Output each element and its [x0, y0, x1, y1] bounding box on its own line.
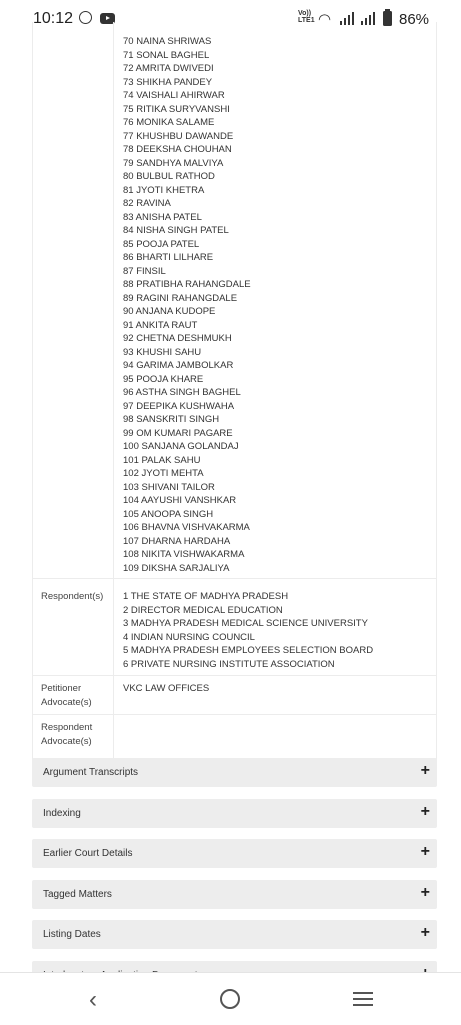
battery-percent: 86%: [399, 11, 430, 28]
petitioner-item: 79 SANDHYA MALVIYA: [123, 157, 224, 169]
accordion-title: Indexing: [43, 808, 81, 819]
label-line: Petitioner: [41, 683, 82, 694]
petitioner-item: 106 BHAVNA VISHVAKARMA: [123, 522, 250, 533]
respondent-item: 2 DIRECTOR MEDICAL EDUCATION: [123, 604, 283, 616]
respondent-item: 4 INDIAN NURSING COUNCIL: [123, 631, 255, 643]
respondents-label: Respondent(s): [41, 591, 104, 602]
status-time: 10:12: [33, 10, 74, 27]
petitioner-item: 109 DIKSHA SARJALIYA: [123, 562, 230, 574]
petitioner-item: 70 NAINA SHRIWAS: [123, 36, 212, 47]
petitioner-item: 92 CHETNA DESHMUKH: [123, 333, 232, 344]
petitioner-item: 105 ANOOPA SINGH: [123, 508, 214, 520]
petitioner-item: 99 OM KUMARI PAGARE: [123, 427, 233, 439]
petitioner-item: 80 BULBUL RATHOD: [123, 171, 215, 182]
petitioner-item: 100 SANJANA GOLANDAJ: [123, 441, 239, 452]
petitioner-item: 98 SANSKRITI SINGH: [123, 414, 220, 425]
accordion-title: Tagged Matters: [43, 889, 112, 900]
column-divider: [113, 22, 114, 784]
accordion-title: Argument Transcripts: [43, 767, 139, 778]
respondent-item: 1 THE STATE OF MADHYA PRADESH: [123, 591, 289, 602]
row-divider: [33, 578, 436, 579]
petitioner-item: 97 DEEPIKA KUSHWAHA: [123, 400, 235, 412]
petitioner-item: 72 AMRITA DWIVEDI: [123, 63, 214, 74]
plus-icon[interactable]: +: [420, 762, 430, 779]
petitioner-item: 84 NISHA SINGH PATEL: [123, 225, 229, 236]
label-line: Respondent: [41, 722, 93, 733]
petitioner-item: 87 FINSIL: [123, 265, 166, 277]
petitioner-item: 86 BHARTI LILHARE: [123, 252, 214, 263]
petitioner-item: 83 ANISHA PATEL: [123, 211, 202, 223]
respondent-item: 3 MADHYA PRADESH MEDICAL SCIENCE UNIVERSITY: [123, 618, 368, 629]
case-details-content[interactable]: [0, 38, 461, 972]
volte-icon: Vo)) LTE1: [298, 10, 315, 24]
accordion-title: Earlier Court Details: [43, 848, 133, 859]
parties-table: [32, 22, 437, 785]
petitioner-item: 76 MONIKA SALAME: [123, 117, 215, 128]
accordion-tagged-matters[interactable]: [32, 880, 437, 909]
petitioner-item: 81 JYOTI KHETRA: [123, 184, 205, 196]
petitioner-advocate-label: [41, 682, 92, 709]
petitioner-item: 107 DHARNA HARDAHA: [123, 535, 231, 547]
petitioner-item: 89 RAGINI RAHANGDALE: [123, 292, 238, 304]
petitioner-item: 78 DEEKSHA CHOUHAN: [123, 144, 232, 155]
home-circle-icon[interactable]: [220, 989, 240, 1009]
respondent-item: 5 MADHYA PRADESH EMPLOYEES SELECTION BOARD: [123, 645, 374, 656]
petitioner-item: 75 RITIKA SURYVANSHI: [123, 103, 230, 115]
petitioner-item: 77 KHUSHBU DAWANDE: [123, 130, 234, 142]
back-chevron-icon[interactable]: ‹: [89, 986, 97, 1013]
wifi-icon: ◠: [318, 11, 332, 28]
petitioner-item: 74 VAISHALI AHIRWAR: [123, 90, 225, 101]
petitioner-list: [123, 35, 251, 575]
petitioner-advocate-value: VKC LAW OFFICES: [123, 683, 210, 694]
recent-apps-icon[interactable]: [353, 992, 373, 1006]
accordion-listing-dates[interactable]: [32, 920, 437, 949]
row-divider: [33, 714, 436, 715]
plus-icon[interactable]: +: [420, 884, 430, 901]
petitioner-item: 108 NIKITA VISHWAKARMA: [123, 549, 245, 560]
petitioner-item: 93 KHUSHI SAHU: [123, 346, 202, 358]
petitioner-item: 88 PRATIBHA RAHANGDALE: [123, 279, 251, 290]
respondent-list: [123, 590, 373, 671]
accordion-argument-transcripts[interactable]: [32, 758, 437, 787]
petitioner-item: 94 GARIMA JAMBOLKAR: [123, 360, 234, 371]
petitioner-item: 102 JYOTI MEHTA: [123, 468, 204, 479]
respondent-item: 6 PRIVATE NURSING INSTITUTE ASSOCIATION: [123, 658, 335, 670]
plus-icon[interactable]: +: [420, 843, 430, 860]
system-nav-bar: [0, 972, 461, 1025]
petitioner-item: 73 SHIKHA PANDEY: [123, 76, 213, 88]
accordion-indexing[interactable]: [32, 799, 437, 828]
respondent-advocate-label: [41, 721, 92, 748]
petitioner-item: 95 POOJA KHARE: [123, 373, 204, 385]
accordion-title: Listing Dates: [43, 929, 101, 940]
row-divider: [33, 675, 436, 676]
petitioner-item: 90 ANJANA KUDOPE: [123, 306, 216, 317]
accordion-earlier-court-details[interactable]: [32, 839, 437, 868]
petitioner-item: 96 ASTHA SINGH BAGHEL: [123, 387, 241, 398]
label-line: Advocate(s): [41, 696, 92, 708]
petitioner-item: 82 RAVINA: [123, 198, 171, 209]
petitioner-item: 91 ANKITA RAUT: [123, 319, 198, 331]
petitioner-item: 104 AAYUSHI VANSHKAR: [123, 495, 237, 506]
plus-icon[interactable]: +: [420, 924, 430, 941]
petitioner-item: 103 SHIVANI TAILOR: [123, 481, 215, 493]
plus-icon[interactable]: +: [420, 803, 430, 820]
label-line: Advocate(s): [41, 735, 92, 747]
petitioner-item: 101 PALAK SAHU: [123, 454, 201, 466]
petitioner-item: 71 SONAL BAGHEL: [123, 49, 210, 61]
petitioner-item: 85 POOJA PATEL: [123, 238, 200, 250]
